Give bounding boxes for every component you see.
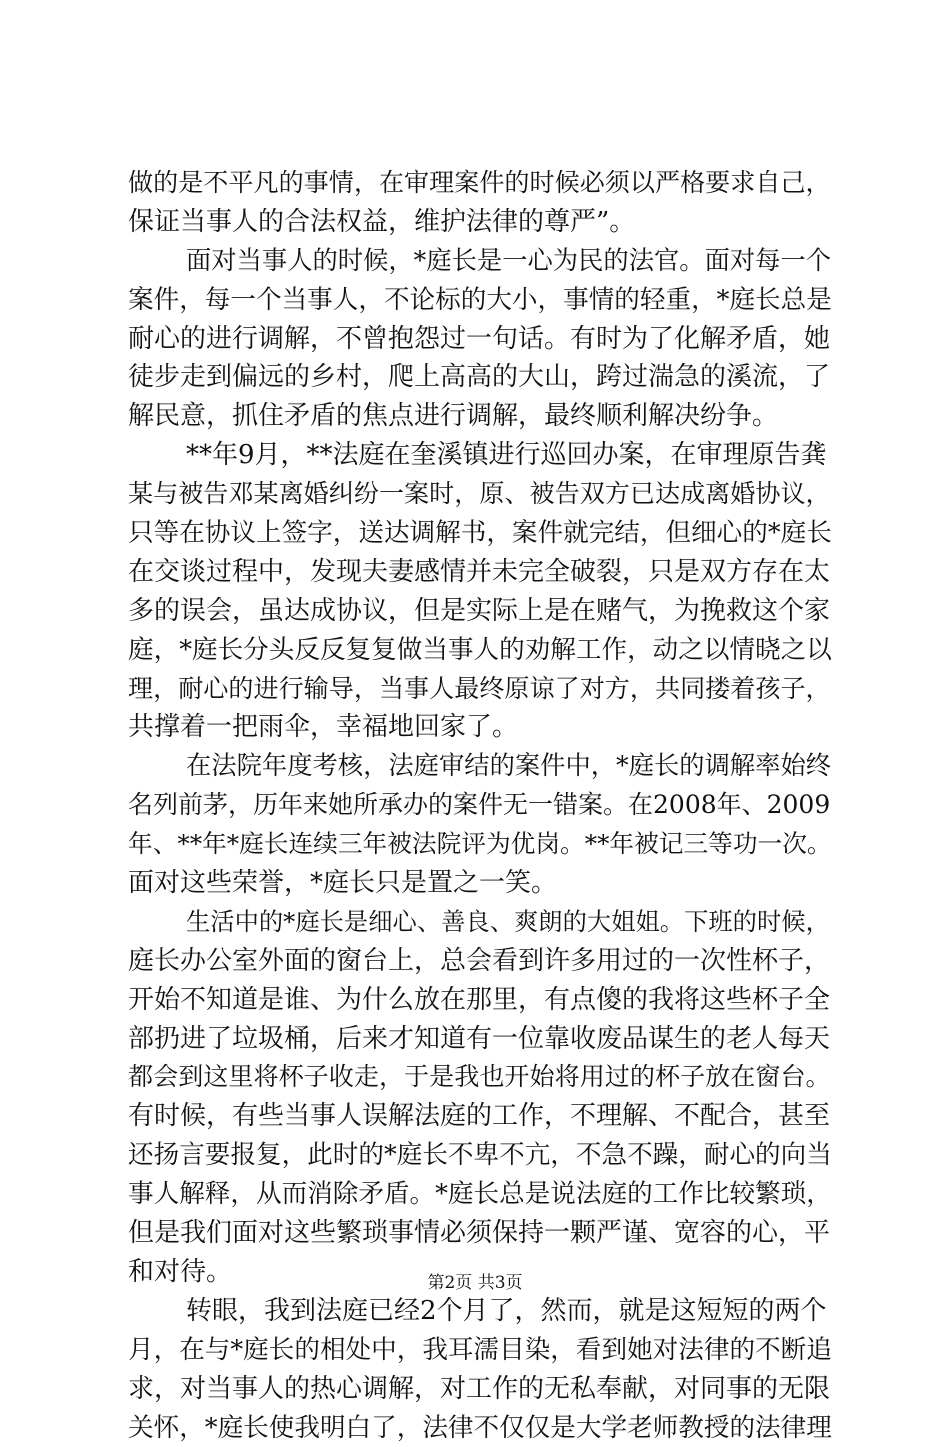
- text-line: 案件，每一个当事人，不论标的大小，事情的轻重，*庭长总是: [128, 281, 832, 320]
- text-line: 理，耐心的进行输导，当事人最终原谅了对方，共同搂着孩子，: [128, 670, 832, 709]
- text-line: 做的是不平凡的事情，在审理案件的时候必须以严格要求自己，: [128, 164, 832, 203]
- text-line: 面对当事人的时候，*庭长是一心为民的法官。面对每一个: [128, 242, 832, 281]
- text-line: 生活中的*庭长是细心、善良、爽朗的大姐姐。下班的时候，: [128, 903, 832, 942]
- text-line: 保证当事人的合法权益，维护法律的尊严”。: [128, 203, 832, 242]
- text-line: 转眼，我到法庭已经2个月了，然而，就是这短短的两个: [128, 1292, 832, 1331]
- page-number: 第2页 共3页: [0, 1272, 950, 1294]
- text-line: 名列前茅，历年来她所承办的案件无一错案。在2008年、2009: [128, 786, 832, 825]
- text-line: 解民意，抓住矛盾的焦点进行调解，最终顺利解决纷争。: [128, 397, 832, 436]
- text-line: 事人解释，从而消除矛盾。*庭长总是说法庭的工作比较繁琐，: [128, 1175, 832, 1214]
- text-line: 庭，*庭长分头反反复复做当事人的劝解工作，动之以情晓之以: [128, 631, 832, 670]
- text-line: 徒步走到偏远的乡村，爬上高高的大山，跨过湍急的溪流，了: [128, 358, 832, 397]
- text-line: 年、**年*庭长连续三年被法院评为优岗。**年被记三等功一次。: [128, 825, 832, 864]
- text-line: 某与被告邓某离婚纠纷一案时，原、被告双方已达成离婚协议，: [128, 475, 832, 514]
- text-line: 耐心的进行调解，不曾抱怨过一句话。有时为了化解矛盾，她: [128, 320, 832, 359]
- text-line: 在法院年度考核，法庭审结的案件中，*庭长的调解率始终: [128, 747, 832, 786]
- text-line: 部扔进了垃圾桶，后来才知道有一位靠收废品谋生的老人每天: [128, 1020, 832, 1059]
- text-line: 面对这些荣誉，*庭长只是置之一笑。: [128, 864, 832, 903]
- body-text: [128, 164, 832, 1447]
- text-line: 和对待。: [128, 1253, 832, 1292]
- text-line: 求，对当事人的热心调解，对工作的无私奉献，对同事的无限: [128, 1370, 832, 1409]
- text-line: 只等在协议上签字，送达调解书，案件就完结，但细心的*庭长: [128, 514, 832, 553]
- text-line: 开始不知道是谁、为什么放在那里，有点傻的我将这些杯子全: [128, 981, 832, 1020]
- text-line: 关怀，*庭长使我明白了，法律不仅仅是大学老师教授的法律理: [128, 1409, 832, 1447]
- text-line: 在交谈过程中，发现夫妻感情并未完全破裂，只是双方存在太: [128, 553, 832, 592]
- text-line: 共撑着一把雨伞，幸福地回家了。: [128, 708, 832, 747]
- text-line: 庭长办公室外面的窗台上，总会看到许多用过的一次性杯子，: [128, 942, 832, 981]
- text-line: 多的误会，虽达成协议，但是实际上是在赌气，为挽救这个家: [128, 592, 832, 631]
- text-line: 有时候，有些当事人误解法庭的工作，不理解、不配合，甚至: [128, 1097, 832, 1136]
- text-line: 但是我们面对这些繁琐事情必须保持一颗严谨、宽容的心，平: [128, 1214, 832, 1253]
- text-line: 还扬言要报复，此时的*庭长不卑不亢，不急不躁，耐心的向当: [128, 1136, 832, 1175]
- text-line: 都会到这里将杯子收走，于是我也开始将用过的杯子放在窗台。: [128, 1058, 832, 1097]
- text-line: 月，在与*庭长的相处中，我耳濡目染，看到她对法律的不断追: [128, 1331, 832, 1370]
- text-line: **年9月，**法庭在奎溪镇进行巡回办案，在审理原告龚: [128, 436, 832, 475]
